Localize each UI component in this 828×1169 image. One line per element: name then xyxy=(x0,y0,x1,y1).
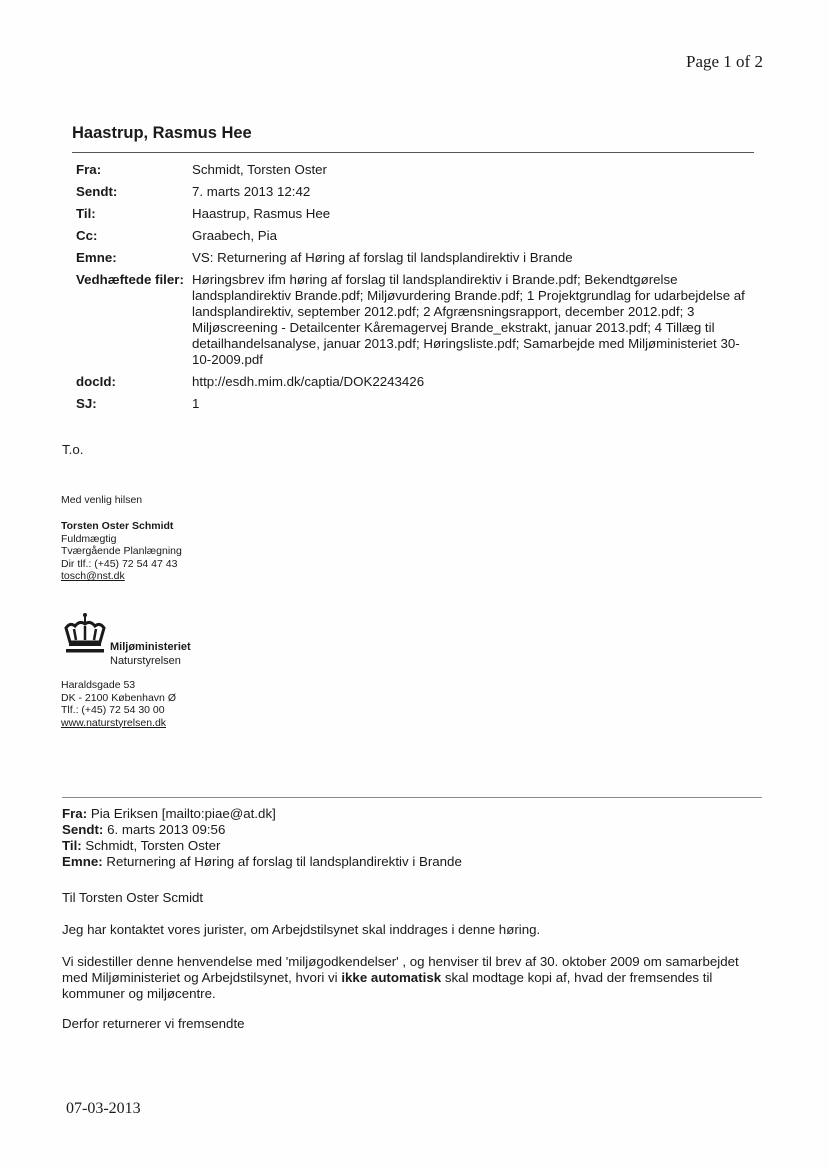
header-value: VS: Returnering af Høring af forslag til landsplandirektiv i Brande xyxy=(192,250,573,265)
body-paragraph-1: Jeg har kontaktet vores jurister, om Arbejdstilsynet skal inddrages i denne høring. xyxy=(62,922,541,937)
header-divider xyxy=(72,152,754,153)
address-line: Haraldsgade 53 xyxy=(61,679,136,691)
header-row-from xyxy=(76,162,756,184)
page-number: Page 1 of 2 xyxy=(686,52,763,71)
signature-department: Tværgående Planlægning xyxy=(61,545,182,557)
signature-phone: Dir tlf.: (+45) 72 54 47 43 xyxy=(61,557,178,570)
header-value: 1 xyxy=(192,396,200,411)
fwd-subject: Returnering af Høring af forslag til landsplandirektiv i Brande xyxy=(106,854,462,869)
header-row-sent xyxy=(76,184,756,206)
body-salutation: Til Torsten Oster Scmidt xyxy=(62,890,204,905)
signature-email-link[interactable]: tosch@nst.dk xyxy=(61,570,125,582)
header-value: Graabech, Pia xyxy=(192,228,278,243)
mailbox-owner: Haastrup, Rasmus Hee xyxy=(72,124,252,142)
signature-closing: Med venlig hilsen xyxy=(61,494,143,506)
fwd-from-label: Fra: xyxy=(62,806,88,821)
address-line: DK - 2100 København Ø xyxy=(61,691,176,704)
docid-link[interactable]: http://esdh.mim.dk/captia/DOK2243426 xyxy=(192,374,425,389)
header-row-to xyxy=(76,206,756,228)
body-paragraph-3: Derfor returnerer vi fremsendte xyxy=(62,1016,245,1031)
attachments-list: Høringsbrev ifm høring af forslag til landsplandirektiv i Brande.pdf; Bekendtgørelse landsplandirektiv Brande.pdf; Miljøvurdering Brande.pdf; 1 Projektgrundlag for udarbejdelse af landsplandirektiv, september 2012.pdf; 2 Afgrænsningsrapport, december 2012.pdf; 3 Miljøscreening - Detailcenter Kåremagervej Brande_ekstrakt, januar 2013.pdf; 4 Tillæg til detailhandelsanalyse, januar 2013.pdf; Høringsliste.pdf; Samarbejde med Miljøministeriet 30-10-2009.pdf xyxy=(192,272,745,367)
fwd-subject-label: Emne: xyxy=(62,854,103,869)
greeting: T.o. xyxy=(62,442,84,457)
header-key: Emne: xyxy=(76,250,117,265)
header-row-attachments xyxy=(76,272,756,374)
header-key: Cc: xyxy=(76,228,98,243)
website-link[interactable]: www.naturstyrelsen.dk xyxy=(61,716,167,729)
header-value: Haastrup, Rasmus Hee xyxy=(192,206,331,221)
header-key: docId: xyxy=(76,374,116,389)
header-key: Sendt: xyxy=(76,184,118,199)
fwd-from: Pia Eriksen [mailto:piae@at.dk] xyxy=(90,806,276,821)
fwd-to-label: Til: xyxy=(62,838,82,853)
ministry-block xyxy=(110,641,191,668)
print-date: 07-03-2013 xyxy=(66,1100,141,1117)
body-paragraph-2 xyxy=(62,954,752,1002)
crown-icon xyxy=(62,612,108,656)
agency-phone: Tlf.: (+45) 72 54 30 00 xyxy=(61,704,165,716)
p2-text-start: Vi sidestiller denne henvendelse med 'miljøgodkendelser' , og henviser til brev af 30. oktober 2009 om samarbejdet med Miljøministeriet og Arbejdstilsynet, hvori vi xyxy=(62,954,739,985)
fwd-sent-label: Sendt: xyxy=(62,822,104,837)
header-row-cc xyxy=(76,228,756,250)
email-header-table xyxy=(76,162,756,418)
header-row-docid xyxy=(76,374,756,396)
header-key: Fra: xyxy=(76,162,102,177)
signature-title: Fuldmægtig xyxy=(61,532,117,545)
header-key: Til: xyxy=(76,206,96,221)
p2-text-end: skal modtage kopi af, hvad der fremsendes til kommuner og miljøcentre. xyxy=(62,970,713,1001)
header-key: SJ: xyxy=(76,396,97,411)
header-row-subject xyxy=(76,250,756,272)
signature-block xyxy=(61,520,182,583)
ministry-name: Miljøministeriet xyxy=(110,641,191,653)
header-value: 7. marts 2013 12:42 xyxy=(192,184,311,199)
forward-divider xyxy=(62,797,762,798)
agency-name: Naturstyrelsen xyxy=(110,654,181,667)
p2-text-bold: ikke automatisk xyxy=(341,970,442,985)
fwd-to: Schmidt, Torsten Oster xyxy=(85,838,221,853)
address-block xyxy=(61,679,176,729)
header-value: Schmidt, Torsten Oster xyxy=(192,162,327,177)
fwd-sent: 6. marts 2013 09:56 xyxy=(107,822,226,837)
signature-name: Torsten Oster Schmidt xyxy=(61,520,174,532)
header-key: Vedhæftede filer: xyxy=(76,272,184,287)
forwarded-header xyxy=(62,806,462,870)
header-row-sj xyxy=(76,396,756,418)
